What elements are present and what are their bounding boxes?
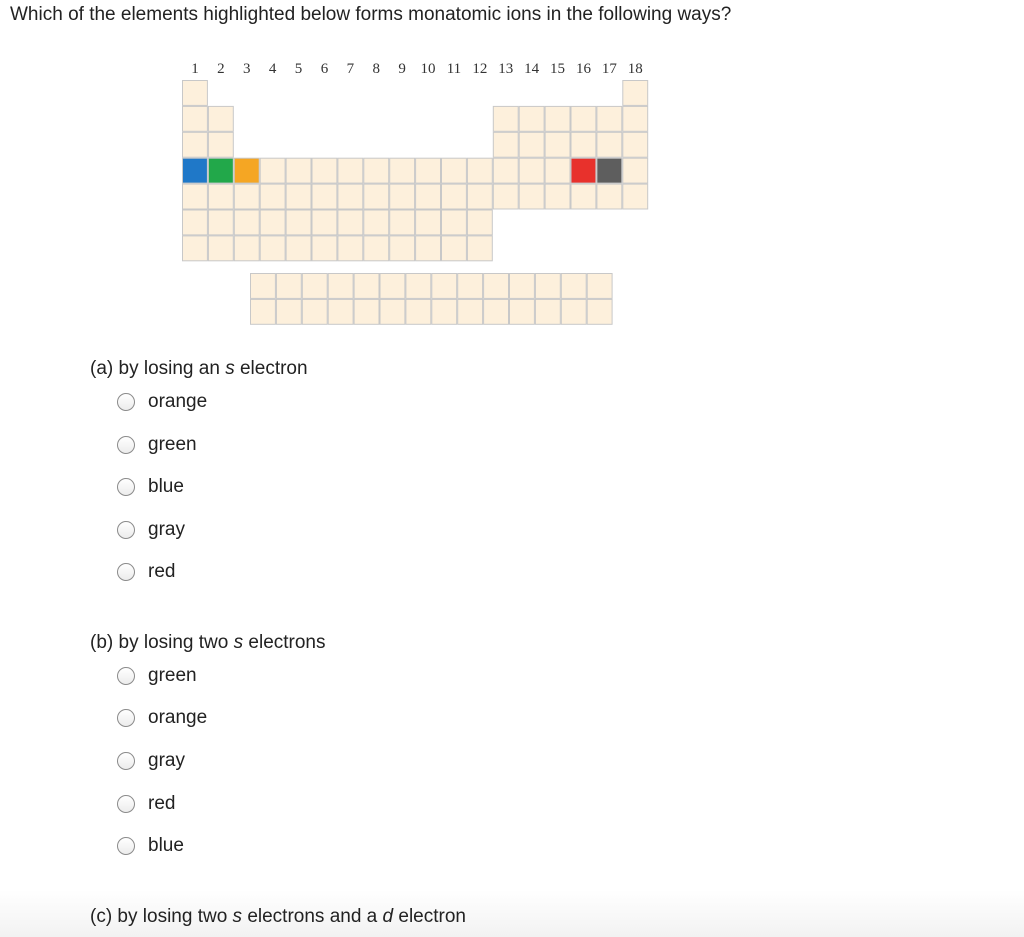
- element-cell: [208, 132, 233, 157]
- element-cell: [208, 106, 233, 131]
- group-number: 17: [601, 61, 617, 77]
- f-block-cell: [276, 299, 301, 324]
- element-cell: [286, 210, 311, 235]
- group-number: 1: [191, 61, 199, 77]
- element-cell: [467, 210, 492, 235]
- element-cell: [442, 184, 467, 209]
- f-block-cell: [251, 274, 276, 299]
- element-cell: [493, 106, 518, 131]
- element-cell: [286, 184, 311, 209]
- element-cell: [390, 158, 415, 183]
- radio-button[interactable]: [117, 667, 135, 685]
- option-a-2[interactable]: green: [117, 433, 197, 457]
- f-block-cell: [432, 299, 457, 324]
- f-block-cell: [406, 274, 431, 299]
- element-cell: [208, 184, 233, 209]
- element-cell: [183, 210, 208, 235]
- radio-button[interactable]: [117, 709, 135, 727]
- question-text: Which of the elements highlighted below forms monatomic ions in the following ways?: [10, 4, 732, 25]
- element-cell: [416, 184, 441, 209]
- option-a-1[interactable]: orange: [117, 390, 207, 414]
- highlighted-element-orange: [234, 158, 259, 183]
- group-number: 16: [575, 61, 591, 77]
- element-cell: [234, 236, 259, 261]
- element-cell: [286, 236, 311, 261]
- f-block-cell: [276, 274, 301, 299]
- element-cell: [338, 210, 363, 235]
- element-cell: [545, 184, 570, 209]
- periodic-table: [0, 0, 1024, 340]
- highlighted-element-green: [208, 158, 233, 183]
- element-cell: [234, 184, 259, 209]
- radio-button[interactable]: [117, 752, 135, 770]
- option-b-4[interactable]: red: [117, 792, 175, 816]
- element-cell: [597, 184, 622, 209]
- group-number: 6: [320, 61, 329, 77]
- element-cell: [183, 236, 208, 261]
- f-block-cell: [587, 274, 612, 299]
- element-cell: [519, 106, 544, 131]
- group-number: 18: [627, 61, 643, 77]
- element-cell: [208, 236, 233, 261]
- element-cell: [597, 132, 622, 157]
- element-cell: [416, 210, 441, 235]
- element-cell: [493, 132, 518, 157]
- radio-button[interactable]: [117, 837, 135, 855]
- option-a-3[interactable]: blue: [117, 475, 184, 499]
- element-cell: [260, 184, 285, 209]
- element-cell: [493, 184, 518, 209]
- element-cell: [208, 210, 233, 235]
- f-block-cell: [354, 299, 379, 324]
- element-cell: [390, 236, 415, 261]
- element-cell: [442, 210, 467, 235]
- element-cell: [545, 158, 570, 183]
- radio-button[interactable]: [117, 436, 135, 454]
- f-block-cell: [561, 274, 586, 299]
- element-cell: [545, 106, 570, 131]
- option-b-3[interactable]: gray: [117, 749, 185, 773]
- element-cell: [545, 132, 570, 157]
- f-block-cell: [535, 274, 560, 299]
- option-a-5[interactable]: red: [117, 560, 175, 584]
- element-cell: [338, 158, 363, 183]
- element-cell: [623, 184, 648, 209]
- group-number: 7: [346, 61, 355, 77]
- group-number: 12: [472, 61, 488, 77]
- f-block-cell: [354, 274, 379, 299]
- f-block-cell: [587, 299, 612, 324]
- element-cell: [623, 132, 648, 157]
- element-cell: [286, 158, 311, 183]
- element-cell: [493, 158, 518, 183]
- f-block-cell: [302, 274, 327, 299]
- radio-button[interactable]: [117, 478, 135, 496]
- element-cell: [519, 184, 544, 209]
- radio-button[interactable]: [117, 393, 135, 411]
- group-number: 15: [550, 61, 566, 77]
- radio-button[interactable]: [117, 795, 135, 813]
- element-cell: [364, 184, 389, 209]
- part-a-label: (a) by losing an s electron: [90, 358, 308, 379]
- highlighted-element-gray: [597, 158, 622, 183]
- f-block-cell: [458, 274, 483, 299]
- element-cell: [416, 158, 441, 183]
- f-block-cell: [561, 299, 586, 324]
- element-cell: [571, 132, 596, 157]
- highlighted-element-blue: [183, 158, 208, 183]
- periodic-table-svg: [0, 0, 1024, 340]
- element-cell: [623, 158, 648, 183]
- group-number: 9: [398, 61, 406, 77]
- f-block-cell: [380, 274, 405, 299]
- element-cell: [260, 158, 285, 183]
- f-block-cell: [510, 274, 535, 299]
- f-block-cell: [328, 274, 353, 299]
- element-cell: [183, 81, 208, 106]
- element-cell: [338, 236, 363, 261]
- f-block-cell: [535, 299, 560, 324]
- element-cell: [390, 210, 415, 235]
- element-cell: [312, 158, 337, 183]
- group-number: 13: [498, 61, 514, 77]
- option-b-1[interactable]: green: [117, 664, 197, 688]
- element-cell: [571, 184, 596, 209]
- option-a-4[interactable]: gray: [117, 518, 185, 542]
- element-cell: [390, 184, 415, 209]
- f-block-cell: [251, 299, 276, 324]
- element-cell: [183, 132, 208, 157]
- radio-button[interactable]: [117, 563, 135, 581]
- element-cell: [312, 210, 337, 235]
- element-cell: [416, 236, 441, 261]
- radio-button[interactable]: [117, 521, 135, 539]
- element-cell: [623, 81, 648, 106]
- group-number: 8: [372, 61, 380, 77]
- element-cell: [183, 184, 208, 209]
- f-block-cell: [328, 299, 353, 324]
- element-cell: [312, 184, 337, 209]
- element-cell: [260, 210, 285, 235]
- group-number: 4: [268, 61, 277, 77]
- element-cell: [260, 236, 285, 261]
- f-block-cell: [380, 299, 405, 324]
- element-cell: [364, 236, 389, 261]
- group-number: 11: [446, 61, 462, 77]
- element-cell: [467, 184, 492, 209]
- f-block-cell: [458, 299, 483, 324]
- element-cell: [467, 236, 492, 261]
- f-block-cell: [302, 299, 327, 324]
- element-cell: [442, 158, 467, 183]
- element-cell: [597, 106, 622, 131]
- f-block-cell: [484, 274, 509, 299]
- element-cell: [364, 158, 389, 183]
- element-cell: [312, 236, 337, 261]
- element-cell: [519, 158, 544, 183]
- group-number: 3: [243, 61, 251, 77]
- part-c-label: (c) by losing two s electrons and a d electron: [90, 906, 466, 927]
- f-block-cell: [510, 299, 535, 324]
- group-number: 2: [217, 61, 225, 77]
- element-cell: [467, 158, 492, 183]
- group-number: 10: [420, 61, 436, 77]
- element-cell: [183, 106, 208, 131]
- element-cell: [442, 236, 467, 261]
- part-b-label: (b) by losing two s electrons: [90, 632, 326, 653]
- group-number: 5: [294, 61, 303, 77]
- option-b-5[interactable]: blue: [117, 834, 184, 858]
- group-number: 14: [524, 61, 540, 77]
- f-block-cell: [484, 299, 509, 324]
- highlighted-element-red: [571, 158, 596, 183]
- element-cell: [338, 184, 363, 209]
- element-cell: [623, 106, 648, 131]
- f-block-cell: [432, 274, 457, 299]
- element-cell: [519, 132, 544, 157]
- option-b-2[interactable]: orange: [117, 706, 207, 730]
- element-cell: [571, 106, 596, 131]
- element-cell: [234, 210, 259, 235]
- f-block-cell: [406, 299, 431, 324]
- element-cell: [364, 210, 389, 235]
